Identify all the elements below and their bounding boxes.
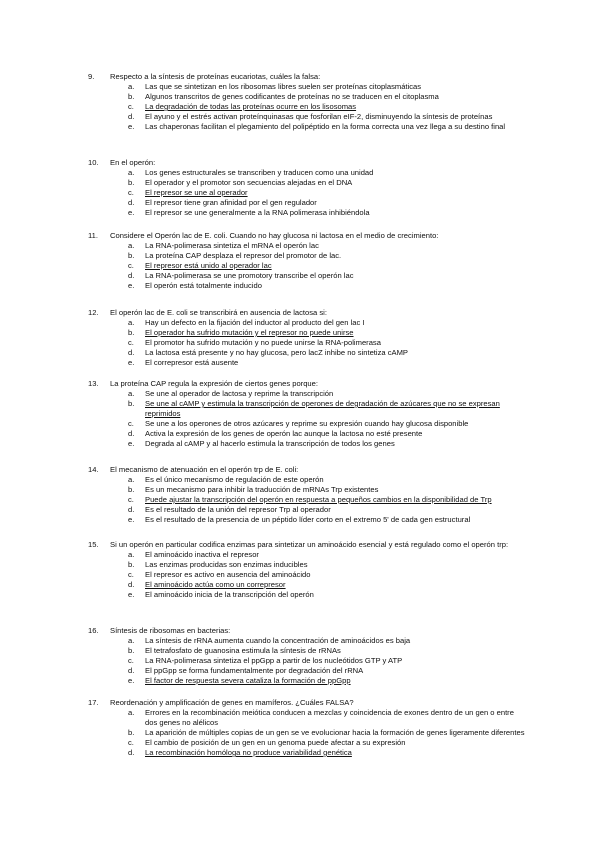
answer-option: [88, 188, 528, 198]
option-text-underlined: El operador ha sufrido mutación y el represor no puede unirse: [145, 328, 354, 337]
option-letter: e.: [128, 676, 135, 685]
question-number: 11.: [88, 231, 98, 240]
option-text-underlined: El represor se une al operador: [145, 188, 248, 197]
question-text: Reordenación y amplificación de genes en mamíferos. ¿Cuáles FALSA?: [110, 698, 354, 707]
answer-option: [88, 738, 528, 748]
option-text: Las chaperonas facilitan el plegamiento del polipéptido en la forma correcta una vez llega a su destino final: [145, 122, 506, 131]
option-letter: b.: [128, 92, 135, 101]
option-letter: a.: [128, 550, 135, 559]
answer-option: [88, 590, 528, 600]
option-text-underlined: Se une al cAMP y estimula la transcripción de operones de degradación de azúcares que no se expresan reprimidos: [145, 399, 500, 418]
answer-option: [88, 485, 528, 495]
question-text: Si un operón en particular codifica enzimas para sintetizar un aminoácido esencial y está regulado como el operón trp:: [110, 540, 509, 549]
question-block: [88, 540, 528, 600]
option-list: [88, 318, 528, 368]
option-list: [88, 389, 528, 449]
option-letter: d.: [128, 271, 135, 280]
option-letter: c.: [128, 188, 134, 197]
option-letter: d.: [128, 348, 135, 357]
option-letter: d.: [128, 198, 135, 207]
answer-option: [88, 429, 528, 439]
question-block: [88, 231, 528, 291]
option-letter: b.: [128, 646, 135, 655]
option-text: La RNA-polimerasa se une promotory transcribe el operón lac: [145, 271, 354, 280]
answer-option: [88, 389, 528, 399]
answer-option: [88, 505, 528, 515]
answer-option: [88, 580, 528, 590]
answer-option: [88, 338, 528, 348]
option-letter: e.: [128, 281, 135, 290]
option-text: La aparición de múltiples copias de un gen se ve evolucionar hacia la formación de genes ligeramente diferentes: [145, 728, 525, 737]
option-letter: c.: [128, 738, 134, 747]
question-line: [88, 158, 528, 168]
answer-option: [88, 318, 528, 328]
option-text: Activa la expresión de los genes de operón lac aunque la lactosa no esté presente: [145, 429, 423, 438]
question-line: [88, 379, 528, 389]
option-text: La RNA-polimerasa sintetiza el mRNA el operón lac: [145, 241, 319, 250]
option-letter: e.: [128, 439, 135, 448]
option-letter: c.: [128, 495, 134, 504]
option-letter: c.: [128, 570, 134, 579]
option-letter: d.: [128, 580, 135, 589]
option-letter: e.: [128, 515, 135, 524]
option-text: El represor es activo en ausencia del aminoácido: [145, 570, 311, 579]
option-text: El correpresor está ausente: [145, 358, 239, 367]
option-text: El operador y el promotor son secuencias alejadas en el DNA: [145, 178, 353, 187]
question-block: [88, 465, 528, 525]
option-letter: d.: [128, 505, 135, 514]
question-text: El operón lac de E. coli se transcribirá en ausencia de lactosa si:: [110, 308, 327, 317]
option-text: La síntesis de rRNA aumenta cuando la concentración de aminoácidos es baja: [145, 636, 411, 645]
option-letter: e.: [128, 358, 135, 367]
option-text-underlined: La degradación de todas las proteínas ocurre en los lisosomas: [145, 102, 357, 111]
option-letter: b.: [128, 251, 135, 260]
option-letter: c.: [128, 261, 134, 270]
option-letter: a.: [128, 168, 135, 177]
answer-option: [88, 495, 528, 505]
question-block: [88, 72, 528, 132]
option-letter: e.: [128, 590, 135, 599]
option-text: El represor tiene gran afinidad por el gen regulador: [145, 198, 317, 207]
question-text: Considere el Operón lac de E. coli. Cuando no hay glucosa ni lactosa en el medio de crecimiento:: [110, 231, 439, 240]
option-list: [88, 241, 528, 291]
option-text: La proteína CAP desplaza el represor del promotor de lac.: [145, 251, 342, 260]
option-list: [88, 550, 528, 600]
answer-option: [88, 168, 528, 178]
option-text-underlined: La recombinación homóloga no produce variabilidad genética: [145, 748, 352, 757]
answer-option: [88, 419, 528, 429]
option-letter: b.: [128, 728, 135, 737]
option-letter: d.: [128, 666, 135, 675]
option-text: La lactosa está presente y no hay glucosa, pero lacZ inhibe no sintetiza cAMP: [145, 348, 408, 357]
answer-option: [88, 748, 528, 758]
option-list: [88, 82, 528, 132]
question-number: 17.: [88, 698, 99, 707]
question-text: El mecanismo de atenuación en el operón trp de E. coli:: [110, 465, 299, 474]
question-block: [88, 308, 528, 368]
question-block: [88, 626, 528, 686]
question-number: 10.: [88, 158, 99, 167]
option-letter: d.: [128, 112, 135, 121]
answer-option: [88, 399, 528, 419]
question-block: [88, 698, 528, 758]
question-line: [88, 231, 528, 241]
option-letter: b.: [128, 560, 135, 569]
answer-option: [88, 251, 528, 261]
option-text: El represor se une generalmente a la RNA polimerasa inhibiéndola: [145, 208, 370, 217]
question-number: 14.: [88, 465, 99, 474]
option-letter: a.: [128, 708, 135, 717]
option-text: Es el resultado de la presencia de un péptido líder corto en el extremo 5' de cada gen estructural: [145, 515, 471, 524]
option-letter: a.: [128, 475, 135, 484]
question-line: [88, 698, 528, 708]
option-text: La RNA-polimerasa sintetiza el ppGpp a partir de los nucleótidos GTP y ATP: [145, 656, 403, 665]
option-letter: e.: [128, 208, 135, 217]
option-text: Algunos transcritos de genes codificantes de proteínas no se traducen en el citoplasma: [145, 92, 439, 101]
question-line: [88, 540, 528, 550]
option-text: Es el único mecanismo de regulación de este operón: [145, 475, 324, 484]
option-letter: d.: [128, 429, 135, 438]
answer-option: [88, 241, 528, 251]
answer-option: [88, 82, 528, 92]
option-letter: b.: [128, 399, 135, 408]
option-text: El aminoácido inicia de la transcripción del operón: [145, 590, 314, 599]
option-letter: b.: [128, 178, 135, 187]
question-line: [88, 626, 528, 636]
option-list: [88, 168, 528, 218]
option-text-underlined: El factor de respuesta severa cataliza la formación de ppGpp: [145, 676, 351, 685]
answer-option: [88, 348, 528, 358]
option-text-underlined: Puede ajustar la transcripción del operón en respuesta a pequeños cambios en la disponibilidad de Trp: [145, 495, 492, 504]
question-number: 12.: [88, 308, 99, 317]
answer-option: [88, 676, 528, 686]
option-letter: e.: [128, 122, 135, 131]
option-text: Degrada al cAMP y al hacerlo estimula la transcripción de todos los genes: [145, 439, 395, 448]
answer-option: [88, 261, 528, 271]
question-number: 15.: [88, 540, 99, 549]
question-number: 13.: [88, 379, 99, 388]
option-letter: a.: [128, 241, 135, 250]
answer-option: [88, 271, 528, 281]
answer-option: [88, 475, 528, 485]
option-text: Los genes estructurales se transcriben y traducen como una unidad: [145, 168, 374, 177]
answer-option: [88, 112, 528, 122]
option-letter: d.: [128, 748, 135, 757]
answer-option: [88, 708, 528, 728]
option-text: El tetrafosfato de guanosina estimula la síntesis de rRNAs: [145, 646, 341, 655]
answer-option: [88, 328, 528, 338]
option-text: Se une a los operones de otros azúcares y reprime su expresión cuando hay glucosa disponible: [145, 419, 469, 428]
option-letter: a.: [128, 82, 135, 91]
option-text: Es un mecanismo para inhibir la traducción de mRNAs Trp existentes: [145, 485, 379, 494]
option-text: Se une al operador de lactosa y reprime la transcripción: [145, 389, 334, 398]
option-list: [88, 708, 528, 758]
question-text: Síntesis de ribosomas en bacterias:: [110, 626, 231, 635]
option-letter: c.: [128, 419, 134, 428]
answer-option: [88, 646, 528, 656]
option-letter: b.: [128, 485, 135, 494]
answer-option: [88, 656, 528, 666]
option-letter: a.: [128, 318, 135, 327]
option-text-underlined: El represor está unido al operador lac: [145, 261, 272, 270]
answer-option: [88, 92, 528, 102]
option-text-underlined: El aminoácido actúa como un correpresor: [145, 580, 286, 589]
option-letter: c.: [128, 656, 134, 665]
option-list: [88, 636, 528, 686]
option-text: Errores en la recombinación meiótica conducen a mezclas y coincidencia de exones dentro de un gen o entre dos genes no alélicos: [145, 708, 514, 727]
answer-option: [88, 560, 528, 570]
option-text: Es el resultado de la unión del represor Trp al operador: [145, 505, 331, 514]
question-line: [88, 308, 528, 318]
option-list: [88, 475, 528, 525]
answer-option: [88, 515, 528, 525]
option-text: El promotor ha sufrido mutación y no puede unirse la RNA-polimerasa: [145, 338, 381, 347]
question-line: [88, 465, 528, 475]
option-letter: c.: [128, 102, 134, 111]
option-text: El aminoácido inactiva el represor: [145, 550, 259, 559]
answer-option: [88, 570, 528, 580]
option-text: Las enzimas producidas son enzimas inducibles: [145, 560, 308, 569]
answer-option: [88, 636, 528, 646]
option-text: El operón está totalmente inducido: [145, 281, 262, 290]
answer-option: [88, 358, 528, 368]
answer-option: [88, 208, 528, 218]
option-letter: b.: [128, 328, 135, 337]
question-number: 16.: [88, 626, 99, 635]
answer-option: [88, 439, 528, 449]
question-block: [88, 379, 528, 449]
answer-option: [88, 666, 528, 676]
option-letter: a.: [128, 636, 135, 645]
question-number: 9.: [88, 72, 95, 81]
answer-option: [88, 122, 528, 132]
option-text: Las que se sintetizan en los ribosomas libres suelen ser proteínas citoplasmáticas: [145, 82, 422, 91]
answer-option: [88, 178, 528, 188]
question-text: En el operón:: [110, 158, 156, 167]
answer-option: [88, 728, 528, 738]
option-text: Hay un defecto en la fijación del inductor al producto del gen lac I: [145, 318, 365, 327]
option-letter: a.: [128, 389, 135, 398]
answer-option: [88, 550, 528, 560]
option-text: El ppGpp se forma fundamentalmente por degradación del rRNA: [145, 666, 364, 675]
question-line: [88, 72, 528, 82]
answer-option: [88, 102, 528, 112]
question-text: Respecto a la síntesis de proteínas eucariotas, cuáles la falsa:: [110, 72, 321, 81]
question-text: La proteína CAP regula la expresión de ciertos genes porque:: [110, 379, 318, 388]
option-text: El cambio de posición de un gen en un genoma puede afectar a su expresión: [145, 738, 406, 747]
answer-option: [88, 198, 528, 208]
question-block: [88, 158, 528, 218]
answer-option: [88, 281, 528, 291]
option-text: El ayuno y el estrés activan proteínquinasas que fosforilan eIF-2, disminuyendo la síntesis de proteínas: [145, 112, 493, 121]
option-letter: c.: [128, 338, 134, 347]
